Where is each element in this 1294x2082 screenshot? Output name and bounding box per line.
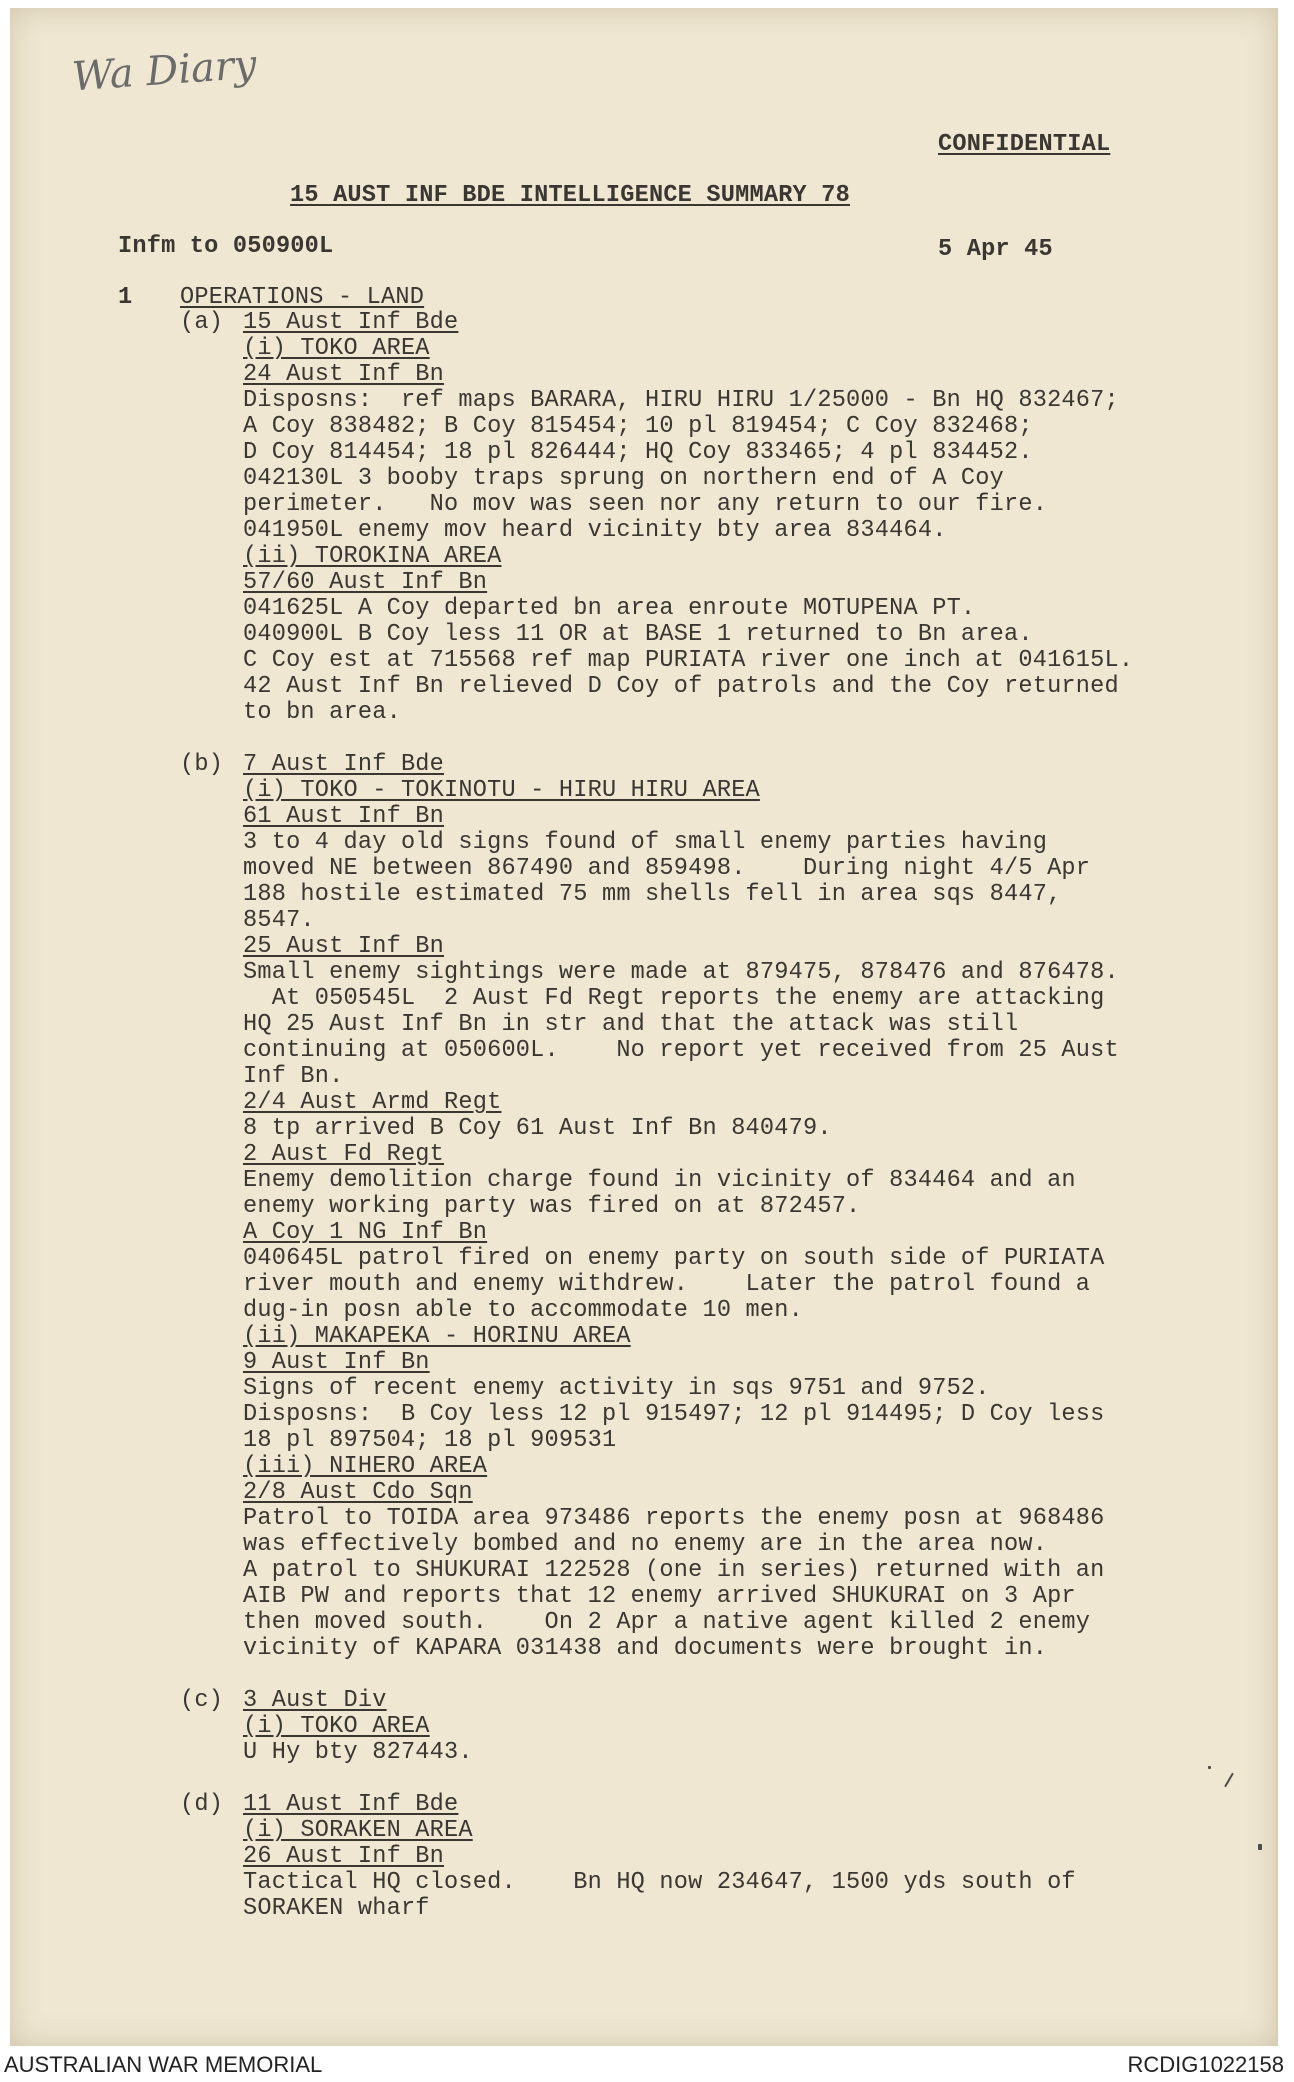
unit-heading-24bn: 24 Aust Inf Bn [243, 361, 445, 388]
text-line: dug-in posn able to accommodate 10 men. [243, 1297, 803, 1324]
para-a-sub-ii: (ii) TOROKINA AREA [243, 543, 502, 570]
text-line: 188 hostile estimated 75 mm shells fell in area sqs 8447, [243, 881, 1062, 908]
para-b-sub-iii: (iii) NIHERO AREA [243, 1453, 488, 1480]
text-line: 8547. [243, 907, 315, 934]
text-line: 3 to 4 day old signs found of small enemy parties having [243, 829, 1048, 856]
text-line: C Coy est at 715568 ref map PURIATA river one inch at 041615L. [243, 647, 1134, 674]
text-line: 8 tp arrived B Coy 61 Aust Inf Bn 840479. [243, 1115, 832, 1142]
text-line: Signs of recent enemy activity in sqs 9751 and 9752. [243, 1375, 990, 1402]
para-b-heading: 7 Aust Inf Bde [243, 751, 445, 778]
text-line: AIB PW and reports that 12 enemy arrived SHUKURAI on 3 Apr [243, 1583, 1076, 1610]
para-a-heading: 15 Aust Inf Bde [243, 309, 459, 336]
footer-record-id: RCDIG1022158 [1127, 2052, 1284, 2077]
para-d-heading: 11 Aust Inf Bde [243, 1791, 459, 1818]
ink-speck [1208, 1766, 1211, 1769]
para-a-label: (a) [180, 309, 224, 336]
text-line: then moved south. On 2 Apr a native agent killed 2 enemy [243, 1609, 1091, 1636]
unit-heading-61bn: 61 Aust Inf Bn [243, 803, 445, 830]
text-line: SORAKEN wharf [243, 1895, 430, 1922]
classification-label: CONFIDENTIAL [938, 131, 1111, 158]
text-line: Small enemy sightings were made at 879475, 878476 and 876478. [243, 959, 1119, 986]
text-line: Inf Bn. [243, 1063, 344, 1090]
document-date: 5 Apr 45 [938, 236, 1053, 263]
para-c-label: (c) [180, 1687, 224, 1714]
handwritten-note: Wa Diary [70, 41, 259, 101]
text-line: Disposns: ref maps BARARA, HIRU HIRU 1/25000 - Bn HQ 832467; [243, 387, 1119, 414]
text-line: A patrol to SHUKURAI 122528 (one in series) returned with an [243, 1557, 1105, 1584]
unit-heading-cdo-sqn: 2/8 Aust Cdo Sqn [243, 1479, 473, 1506]
ink-speck [1258, 1844, 1262, 1850]
text-line: Disposns: B Coy less 12 pl 915497; 12 pl 914495; D Coy less [243, 1401, 1105, 1428]
text-line: U Hy bty 827443. [243, 1739, 473, 1766]
unit-heading-26bn: 26 Aust Inf Bn [243, 1843, 445, 1870]
text-line: river mouth and enemy withdrew. Later the patrol found a [243, 1271, 1091, 1298]
para-c-sub-i: (i) TOKO AREA [243, 1713, 430, 1740]
document-title: 15 AUST INF BDE INTELLIGENCE SUMMARY 78 [290, 182, 850, 209]
text-line: Patrol to TOIDA area 973486 reports the enemy posn at 968486 [243, 1505, 1105, 1532]
text-line: continuing at 050600L. No report yet received from 25 Aust [243, 1037, 1119, 1064]
footer-archive-name: AUSTRALIAN WAR MEMORIAL [4, 2052, 323, 2077]
text-line: HQ 25 Aust Inf Bn in str and that the attack was still [243, 1011, 1019, 1038]
text-line: 042130L 3 booby traps sprung on northern end of A Coy [243, 465, 1005, 492]
para-b-sub-ii: (ii) MAKAPEKA - HORINU AREA [243, 1323, 631, 1350]
document-page [10, 8, 1278, 2046]
text-line: At 050545L 2 Aust Fd Regt reports the enemy are attacking [243, 985, 1105, 1012]
section-number: 1 [118, 284, 133, 311]
para-b-sub-i: (i) TOKO - TOKINOTU - HIRU HIRU AREA [243, 777, 760, 804]
text-line: moved NE between 867490 and 859498. During night 4/5 Apr [243, 855, 1091, 882]
text-line: D Coy 814454; 18 pl 826444; HQ Coy 833465; 4 pl 834452. [243, 439, 1033, 466]
text-line: 18 pl 897504; 18 pl 909531 [243, 1427, 617, 1454]
section-heading: OPERATIONS - LAND [180, 284, 425, 311]
para-a-sub-i: (i) TOKO AREA [243, 335, 430, 362]
unit-heading-57-60bn: 57/60 Aust Inf Bn [243, 569, 488, 596]
text-line: vicinity of KAPARA 031438 and documents were brought in. [243, 1635, 1048, 1662]
para-d-label: (d) [180, 1791, 224, 1818]
text-line: 42 Aust Inf Bn relieved D Coy of patrols and the Coy returned [243, 673, 1119, 700]
para-d-sub-i: (i) SORAKEN AREA [243, 1817, 473, 1844]
para-c-heading: 3 Aust Div [243, 1687, 387, 1714]
text-line: perimeter. No mov was seen nor any return to our fire. [243, 491, 1048, 518]
text-line: to bn area. [243, 699, 401, 726]
unit-heading-ng-bn: A Coy 1 NG Inf Bn [243, 1219, 488, 1246]
text-line: 040900L B Coy less 11 OR at BASE 1 returned to Bn area. [243, 621, 1033, 648]
text-line: 041625L A Coy departed bn area enroute MOTUPENA PT. [243, 595, 976, 622]
text-line: A Coy 838482; B Coy 815454; 10 pl 819454; C Coy 832468; [243, 413, 1033, 440]
para-b-label: (b) [180, 751, 224, 778]
unit-heading-fd-regt: 2 Aust Fd Regt [243, 1141, 445, 1168]
text-line: was effectively bombed and no enemy are in the area now. [243, 1531, 1048, 1558]
unit-heading-25bn: 25 Aust Inf Bn [243, 933, 445, 960]
infm-line: Infm to 050900L [118, 233, 334, 260]
text-line: enemy working party was fired on at 872457. [243, 1193, 861, 1220]
text-line: Tactical HQ closed. Bn HQ now 234647, 1500 yds south of [243, 1869, 1076, 1896]
text-line: 040645L patrol fired on enemy party on south side of PURIATA [243, 1245, 1105, 1272]
text-line: 041950L enemy mov heard vicinity bty area 834464. [243, 517, 947, 544]
unit-heading-9bn: 9 Aust Inf Bn [243, 1349, 430, 1376]
unit-heading-armd-regt: 2/4 Aust Armd Regt [243, 1089, 502, 1116]
text-line: Enemy demolition charge found in vicinity of 834464 and an [243, 1167, 1076, 1194]
ink-mark [1224, 1773, 1234, 1788]
